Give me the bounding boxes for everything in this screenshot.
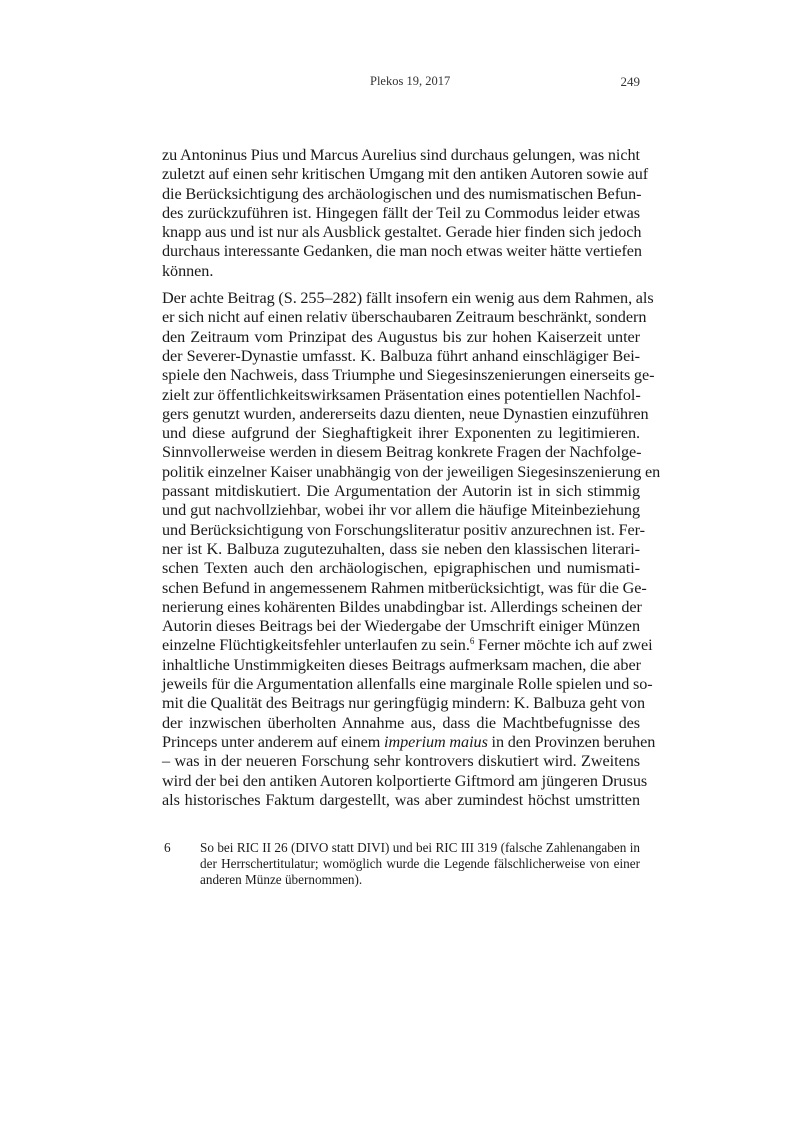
text-line: Sinnvollerweise werden in diesem Beitrag konkrete Fragen der Nachfolge- — [162, 443, 642, 462]
main-text — [162, 146, 661, 810]
text-line: durchaus interessante Gedanken, die man noch etwas weiter hätte vertiefen — [162, 242, 642, 261]
text-line: spiele den Nachweis, dass Triumphe und Siegesinszenierungen einerseits ge- — [162, 366, 655, 385]
text-line: und gut nachvollziehbar, wobei ihr vor allem die häufige Miteinbeziehung — [162, 501, 640, 520]
text-line: schen Befund in angemessenem Rahmen mitberücksichtigt, was für die Ge- — [162, 578, 647, 597]
text-segment: in den Provinzen beruhen — [487, 732, 656, 751]
footnote-line: anderen Münze übernommen). — [200, 872, 363, 887]
footnote-6 — [162, 840, 640, 888]
text-line: nerierung eines kohärenten Bildes unabdingbar ist. Allerdings scheinen der — [162, 597, 642, 616]
text-line: wird der bei den antiken Autoren kolportierte Giftmord am jüngeren Drusus — [162, 771, 648, 790]
text-line: zielt zur öffentlichkeitswirksamen Präsentation eines potentiellen Nachfol- — [162, 385, 641, 404]
text-line-with-italic — [162, 732, 656, 752]
text-line: gers genutzt wurden, andererseits dazu dienten, neue Dynastien einzuführen — [162, 404, 649, 423]
text-line: passant mitdiskutiert. Die Argumentation der Autorin ist in sich stimmig — [162, 482, 640, 501]
footnote-line: der Herrschertitulatur; womöglich wurde die Legende fälschlicherweise von einer — [200, 856, 640, 871]
text-line: den Zeitraum vom Prinzipat des Augustus bis zur hohen Kaiserzeit unter — [162, 327, 640, 346]
text-line: zu Antoninus Pius und Marcus Aurelius sind durchaus gelungen, was nicht — [162, 146, 640, 164]
text-line: der inzwischen überholten Annahme aus, dass die Machtbefugnisse des — [162, 713, 640, 732]
footnote-text — [200, 840, 640, 888]
text-line: mit die Qualität des Beitrags nur geringfügig mindern: K. Balbuza geht von — [162, 694, 646, 713]
page-header — [162, 74, 640, 94]
text-line: knapp aus und ist nur als Ausblick gestaltet. Gerade hier finden sich jedoch — [162, 223, 642, 242]
footnote-line: So bei RIC II 26 (DIVO statt DIVI) und bei RIC III 319 (falsche Zahlenangaben in — [200, 840, 640, 855]
text-segment: einzelne Flüchtigkeitsfehler unterlaufen zu sein. — [162, 636, 470, 655]
text-line: können. — [162, 261, 214, 280]
text-line: jeweils für die Argumentation allenfalls eine marginale Rolle spielen und so- — [162, 675, 653, 694]
text-line: schen Texten auch den archäologischen, epigraphischen und numismati- — [162, 559, 640, 578]
text-line: und diese aufgrund der Sieghaftigkeit ihrer Exponenten zu legitimieren. — [162, 424, 640, 443]
paragraph-1 — [162, 146, 649, 281]
text-line-with-footnote — [162, 636, 653, 655]
footnote-number: 6 — [164, 840, 171, 855]
text-line: Der achte Beitrag (S. 255–282) fällt insofern ein wenig aus dem Rahmen, als — [162, 289, 654, 308]
text-line: ner ist K. Balbuza zugutezuhalten, dass sie neben den klassischen literari- — [162, 539, 640, 558]
text-line: zuletzt auf einen sehr kritischen Umgang mit den antiken Autoren sowie auf — [162, 165, 649, 184]
footnote-reference[interactable]: 6 — [469, 636, 475, 647]
paragraph-2 — [162, 289, 661, 810]
running-head: Plekos 19, 2017 — [370, 74, 451, 88]
text-line: inhaltliche Unstimmigkeiten dieses Beitrags aufmerksam machen, die aber — [162, 655, 641, 674]
text-line: – was in der neueren Forschung sehr kontrovers diskutiert wird. Zweitens — [162, 752, 640, 771]
text-line: als historisches Faktum dargestellt, was aber zumindest höchst umstritten — [162, 790, 640, 809]
text-line: des zurückzuführen ist. Hingegen fällt der Teil zu Commodus leider etwas — [162, 203, 640, 222]
text-segment: Ferner möchte ich auf zwei — [474, 636, 653, 655]
footnotes — [162, 840, 640, 888]
text-line: und Berücksichtigung von Forschungsliteratur positiv anzurechnen ist. Fer- — [162, 520, 646, 539]
text-line: die Berücksichtigung des archäologischen und des numismatischen Befun- — [162, 184, 642, 203]
text-line: der Severer-Dynastie umfasst. K. Balbuza führt anhand einschlägiger Bei- — [162, 346, 640, 365]
text-line: politik einzelner Kaiser unabhängig von der jeweiligen Siegesinszenierung en — [162, 462, 661, 481]
text-segment: Princeps unter anderem auf einem — [162, 732, 385, 751]
page-number: 249 — [620, 74, 640, 89]
text-line: Autorin dieses Beitrags bei der Wiedergabe der Umschrift einiger Münzen — [162, 617, 640, 636]
text-line: er sich nicht auf einen relativ überschaubaren Zeitraum beschränkt, sondern — [162, 308, 647, 327]
italic-term: imperium maius — [384, 732, 488, 751]
